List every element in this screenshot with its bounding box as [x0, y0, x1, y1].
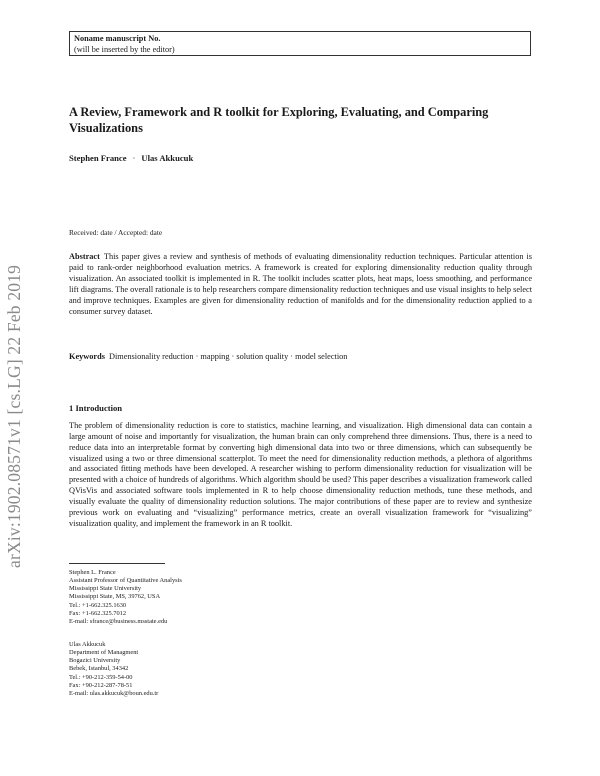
keywords-text: Dimensionality reduction · mapping · solution quality · model selection [108, 352, 348, 361]
affiliation-institution: Mississippi State University [69, 585, 142, 593]
manuscript-notice [69, 31, 531, 56]
affiliation-institution: Bogazici University [69, 657, 121, 665]
affiliation-department: Department of Managment [69, 649, 139, 657]
author-name: Ulas Akkucuk [141, 153, 194, 163]
affiliation-tel: Tel.: +90-212-359-54-00 [69, 673, 133, 681]
affiliation-name: Ulas Akkucuk [69, 641, 106, 648]
affiliation-block [69, 641, 369, 698]
author-name: Stephen France [69, 153, 127, 163]
paper-title: A Review, Framework and R toolkit for Exploring, Evaluating, and Comparing Visualizations [69, 105, 489, 135]
affiliation-address: Bebek, Istanbul, 34342 [69, 665, 129, 673]
affiliation-address: Mississippi State, MS, 39762, USA [69, 593, 161, 601]
affiliation-email[interactable]: E-mail: ulas.akkucuk@boun.edu.tr [69, 689, 159, 697]
affiliation-fax: Fax: +1-662.325.7012 [69, 609, 127, 617]
affiliation-fax: Fax: +90-212-287-78-51 [69, 681, 133, 689]
received-dates: Received: date / Accepted: date [69, 228, 163, 237]
section-heading: 1 Introduction [69, 403, 123, 413]
introduction-paragraph: The problem of dimensionality reduction is core to statistics, machine learning, and visualization. High dimensional data can contain a large amount of noise and importantly for visualization, the human brain can only comprehend three dimensions. Thus, there is a need to reduce data into an interpretable format by converting high dimensional data into two or three dimensions, which can subsequently be visualized using a two or three dimensional scatterplot. To meet the need for dimensionality reduction methods, a plethora of algorithms and associated fitting methods have been developed. A researcher wishing to perform dimensionality reduction for visualization will be presented with a choice of hundreds of algorithms. Which algorithm should be used? This paper describes a visualization framework called QVisVis and associated software tools implemented in R to help choose dimensionality reduction methods, tune these methods, and visually evaluate the quality of dimensionality reduction solutions. The major contributions of these paper are to review and synthesize previous work on evaluating and “visualizing” performance metrics, create an overall visualization framework for “visualizing” visualization quality, and implement the framework in an R toolkit. [69, 421, 532, 528]
manuscript-number: Noname manuscript No. [74, 34, 161, 43]
affiliation-block [69, 569, 369, 626]
keywords-label: Keywords [69, 352, 105, 361]
affiliation-email[interactable]: E-mail: sfrance@business.msstate.edu [69, 617, 168, 625]
keywords [69, 352, 532, 363]
author-separator: · [132, 153, 136, 163]
arxiv-identifier[interactable]: arXiv:1902.08571v1 [cs.LG] 22 Feb 2019 [4, 264, 24, 568]
abstract-label: Abstract [69, 252, 100, 261]
abstract [69, 252, 532, 317]
affiliation-name: Stephen L. France [69, 569, 116, 576]
affiliation-tel: Tel.: +1-662.325.1630 [69, 601, 127, 609]
manuscript-editor-note: (will be inserted by the editor) [74, 44, 175, 54]
abstract-text: This paper gives a review and synthesis of methods of evaluating dimensionality reduction techniques. Particular attention is paid to rank-order neighborhood evaluation metrics. A framework is created for exploring dimensionality reduction quality through visualization. An associated toolkit is implemented in R. The toolkit includes scatter plots, heat maps, loess smoothing, and performance lift diagrams. The overall rationale is to help researchers compare dimensionality reduction techniques and use visual insights to help select and improve techniques. Examples are given for dimensionality reduction of manifolds and for the dimensionality reduction applied to a consumer survey dataset. [69, 252, 532, 316]
affiliation-position: Assistant Professor of Quantitative Analysis [69, 577, 182, 585]
author-list [69, 153, 193, 163]
footnote-divider [69, 563, 165, 564]
